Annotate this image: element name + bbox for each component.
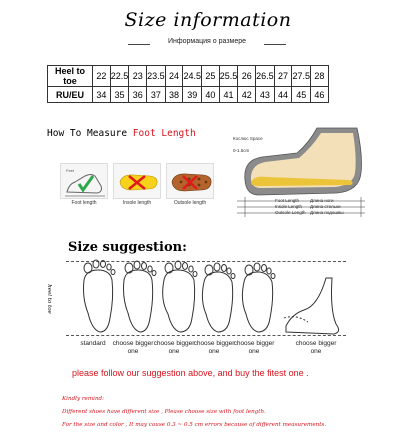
table-cell: 22	[93, 66, 111, 87]
subtitle-row	[128, 38, 286, 50]
table-row-ru-eu	[48, 87, 329, 103]
table-cell: 38	[165, 87, 183, 103]
table-cell: 46	[310, 87, 328, 103]
suggestion-label-bigger-3: choose bigger one	[193, 340, 235, 355]
insole-icon	[113, 163, 161, 199]
table-cell: 41	[219, 87, 238, 103]
diagram-space-label: Кослюс Space	[233, 136, 263, 141]
diagram-space-value: 0-1.5cm	[233, 148, 250, 153]
table-cell: 23	[129, 66, 147, 87]
table-cell: 37	[147, 87, 166, 103]
measure-heading-prefix: How To Measure	[47, 128, 133, 139]
table-cell: 42	[238, 87, 256, 103]
follow-suggestion-text: please follow our suggestion above, and buy the fitest one .	[72, 368, 309, 378]
tile-label-outsole-length: Outsole length	[173, 200, 207, 206]
diagram-outsole-length-ru: Длина подошвы	[310, 210, 344, 215]
suggestion-label-bigger-5: choose bigger one	[295, 340, 337, 355]
page-title: Size information	[124, 9, 292, 31]
table-cell: 26	[238, 66, 256, 87]
diagram-foot-length-ru: Длина ноги	[310, 198, 334, 203]
table-cell: 36	[129, 87, 147, 103]
size-table	[47, 65, 329, 103]
table-cell: 40	[201, 87, 219, 103]
foot-outlines-icon	[72, 258, 362, 340]
diagram-outsole-length-en: Outsole Length	[275, 210, 306, 215]
table-cell: 24	[165, 66, 183, 87]
table-cell: 45	[292, 87, 311, 103]
measure-heading	[47, 128, 196, 139]
row-label-ru-eu: RU/EU	[48, 87, 93, 103]
table-cell: 24.5	[183, 66, 202, 87]
suggestion-label-bigger-1: choose bigger one	[112, 340, 154, 355]
table-cell: 44	[274, 87, 292, 103]
remind-line-2: For the size and color , It may cause 0.3 ~ 0.5 cm errors because of different measurements.	[62, 422, 327, 428]
table-cell: 27.5	[292, 66, 311, 87]
outsole-icon	[166, 163, 214, 199]
table-cell: 26.5	[256, 66, 275, 87]
table-cell: 25	[201, 66, 219, 87]
table-cell: 23.5	[147, 66, 166, 87]
table-cell: 39	[183, 87, 202, 103]
row-label-heel-to-toe: Heel to toe	[48, 66, 93, 87]
shoe-cross-section-diagram	[233, 125, 372, 220]
divider-right	[264, 44, 286, 45]
foot-length-icon	[60, 163, 108, 199]
table-cell: 28	[310, 66, 328, 87]
suggestion-label-bigger-2: choose bigger one	[153, 340, 195, 355]
table-row-heel-to-toe	[48, 66, 329, 87]
table-cell: 35	[110, 87, 129, 103]
table-cell: 43	[256, 87, 275, 103]
diagram-insole-length-ru: Длина стельки	[310, 204, 341, 209]
tile-label-foot-length: Foot length	[71, 200, 97, 206]
heel-to-toe-label: heel to toe	[45, 284, 52, 314]
remind-line-1: Different shoes have different size , Please choose size with foot length.	[62, 409, 266, 415]
table-cell: 34	[93, 87, 111, 103]
svg-text:Feet: Feet	[66, 168, 75, 173]
tile-label-insole-length: Insole length	[122, 200, 152, 206]
subtitle: Информация о размере	[167, 38, 247, 45]
suggestion-label-bigger-4: choose bigger one	[233, 340, 275, 355]
remind-heading: Kindly remind:	[62, 396, 105, 402]
size-suggestion-heading: Size suggestion:	[68, 240, 187, 255]
diagram-foot-length-en: Foot Length	[275, 198, 300, 203]
diagram-insole-length-en: Insole Length	[275, 204, 303, 209]
heel-to-toe-axis	[45, 268, 66, 328]
table-cell: 25.5	[219, 66, 238, 87]
suggestion-label-standard: standard	[80, 340, 106, 347]
table-cell: 27	[274, 66, 292, 87]
table-cell: 22.5	[110, 66, 129, 87]
measure-heading-highlight: Foot Length	[132, 128, 196, 139]
